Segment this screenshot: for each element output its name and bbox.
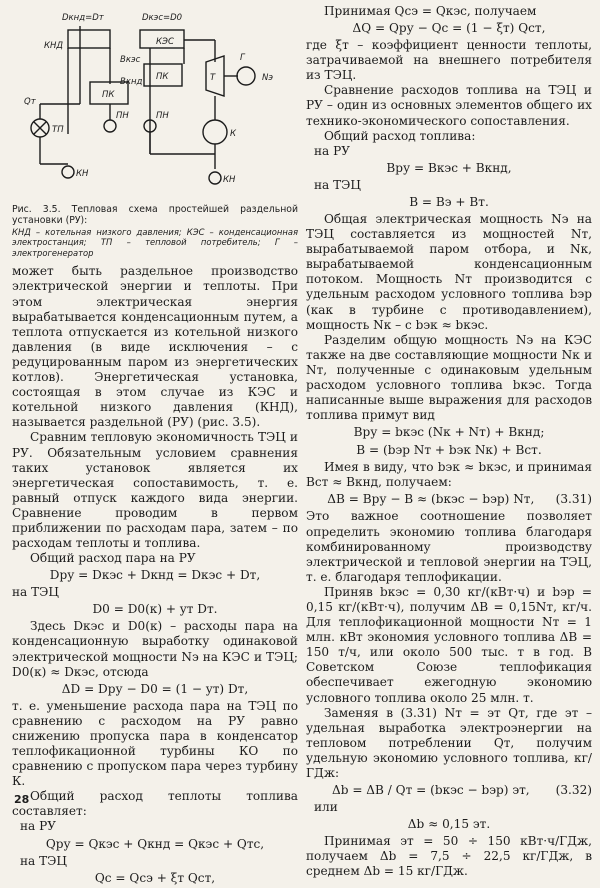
paragraph: Здесь Dкэс и D0(к) – расходы пара на конденсационную выработку одинаковой электрической мощности Nэ на КЭС и ТЭЦ; D0(к) ≈ Dкэс, отсюда xyxy=(12,619,298,679)
svg-text:КН: КН xyxy=(223,175,236,185)
paragraph: Сравнение расходов топлива на ТЭЦ и РУ – один из основных элементов общего их технико-экономического сопоставления. xyxy=(306,83,592,128)
svg-text:ПН: ПН xyxy=(116,111,129,121)
svg-text:Nэ: Nэ xyxy=(262,73,274,83)
svg-text:Т: Т xyxy=(210,73,216,83)
equation: Bру = bкэс (Nк + Nт) + Bкнд; xyxy=(353,425,545,440)
svg-text:Bкнд: Bкнд xyxy=(120,77,143,87)
svg-text:Qт: Qт xyxy=(24,97,36,107)
paragraph: Принимая Qсэ = Qкэс, получаем xyxy=(324,4,537,18)
numbered-equation xyxy=(306,782,592,799)
equation-number: (3.31) xyxy=(555,492,592,507)
paragraph: Принимая эт = 50 ÷ 150 кВт·ч/ГДж, получаем Δb = 7,5 ÷ 22,5 кг/ГДж, в среднем Δb = 15 кг/ГДж. xyxy=(306,834,592,879)
paragraph: Сравним тепловую экономичность ТЭЦ и РУ. Обязательным условием сравнения таких установок является их энергетическая сопоставимость, т. е. равный отпуск каждого вида энергии. Сравнение проводим в первом приближении по расходам пара, затем – по расходам теплоты и топлива. xyxy=(12,430,298,551)
equation-number: (3.32) xyxy=(555,783,592,798)
equation: Bру = Bкэс + Bкнд, xyxy=(386,160,512,175)
paragraph: Приняв bкэс = 0,30 кг/(кВт·ч) и bэр = 0,15 кг/(кВт·ч), получим ΔB = 0,15Nт, кг/ч. Для теплофикационной мощности Nт = 1 млн. кВт экономия условного топлива ΔB = 150 т/ч, или около 500 тыс. т в год. В Советском Союзе теплофикация обеспечивает ежегодную экономию условного топлива около 25 млн. т. xyxy=(306,584,592,705)
equation: Qру = Qкэс + Qкнд = Qкэс + Qтс, xyxy=(45,836,265,851)
equation: Dру = Dкэс + Dкнд = Dкэс + Dт, xyxy=(49,568,261,583)
paragraph: Общая электрическая мощность Nэ на ТЭЦ составляется из мощностей Nт, вырабатываемой паром отбора, и Nк, вырабатываемой конденсационным потоком. Мощность Nт производится с удельным расходом условного топлива bэр (как в турбине с противодавлением), мощность Nк – с bэк ≈ bкэс. xyxy=(306,211,592,332)
equation: B = Bэ + Bт. xyxy=(409,194,489,209)
svg-text:КН: КН xyxy=(76,169,89,179)
equation: Δb = ΔB / Qт = (bкэс − bэр) эт, xyxy=(332,783,530,798)
paragraph: на ТЭЦ xyxy=(20,853,67,868)
figure-caption: Рис. 3.5. Тепловая схема простейшей раздельной установки (РУ): xyxy=(12,204,298,227)
svg-text:ПК: ПК xyxy=(156,72,169,82)
svg-text:КЭС: КЭС xyxy=(156,37,174,47)
svg-text:Dкнд=Dт: Dкнд=Dт xyxy=(62,13,104,23)
svg-text:Bкэс: Bкэс xyxy=(120,55,141,65)
page-number: 28 xyxy=(14,793,30,806)
paragraph: Это важное соотношение позволяет определить экономию топлива благодаря комбинированному производству электрической и тепловой энергии на ТЭЦ, т. е. благодаря теплофикации. xyxy=(306,509,592,584)
svg-text:Г: Г xyxy=(240,53,245,63)
paragraph: Общий расход пара на РУ xyxy=(30,551,196,566)
paragraph: на ТЭЦ xyxy=(314,177,361,192)
equation: ΔD = Dру − D0 = (1 − yт) Dт, xyxy=(61,681,249,696)
numbered-equation xyxy=(306,491,592,508)
paragraph: Общий расход топлива: xyxy=(324,128,476,143)
svg-text:Dкэс=D0: Dкэс=D0 xyxy=(142,13,183,23)
svg-text:К: К xyxy=(230,129,237,139)
right-column xyxy=(306,0,592,880)
svg-text:ПК: ПК xyxy=(102,90,115,100)
paragraph: Общий расход теплоты топлива составляет: xyxy=(12,789,298,819)
svg-text:ТП: ТП xyxy=(52,125,64,135)
equation: Qс = Qсэ + ξт Qст, xyxy=(94,870,216,885)
paragraph: может быть раздельное производство электрической энергии и теплоты. При этом электрическая энергия вырабатывается конденсационным путем, а теплота отпускается из котельной низкого давления (в виде исключения – с редуцированным паром из энергетических котлов). Энергетическая установка, состоящая в этом случае из КЭС и котельной низкого давления (КНД), называется раздельной (РУ) (рис. 3.5). xyxy=(12,264,298,430)
paragraph: Заменяя в (3.31) Nт = эт Qт, где эт – удельная выработка электроэнергии на тепловом потреблении Qт, получим удельную экономию условного топлива, кг/ГДж: xyxy=(306,705,592,781)
svg-text:КНД: КНД xyxy=(44,41,64,51)
equation: ΔB = Bру − B ≈ (bкэс − bэр) Nт, xyxy=(327,492,535,507)
paragraph: на ТЭЦ xyxy=(12,585,59,600)
paragraph: Имея в виду, что bэк ≈ bкэс, и принимая Bст ≈ Bкнд, получаем: xyxy=(306,460,592,490)
svg-text:ПН: ПН xyxy=(156,111,169,121)
equation: Δb ≈ 0,15 эт. xyxy=(407,817,491,832)
paragraph: Разделим общую мощность Nэ на КЭС также на две составляющие мощности Nк и Nт, полученные с одинаковым удельным расходом условного топлива bкэс. Тогда написанные выше выражения для расходов топлива примут вид xyxy=(306,332,592,423)
paragraph: на РУ xyxy=(314,143,350,158)
equation: ΔQ = Qру − Qс = (1 − ξт) Qст, xyxy=(352,21,546,36)
paragraph: т. е. уменьшение расхода пара на ТЭЦ по сравнению с расходом на РУ равно снижению пропуска пара в конденсатор теплофикационной турбины КО по сравнению с пропуском пара через турбину К. xyxy=(12,698,298,789)
paragraph: где ξт – коэффициент ценности теплоты, затрачиваемой на внешнего потребителя из ТЭЦ. xyxy=(306,38,592,83)
equation: B = (bэр Nт + bэк Nк) + Bст. xyxy=(356,443,542,458)
figure-legend: КНД – котельная низкого давления; КЭС – конденсационная электростанция; ТП – тепловой потребитель; Г – электрогенератор xyxy=(12,226,298,258)
paragraph: на РУ xyxy=(20,819,56,834)
left-column xyxy=(12,0,298,888)
paragraph: или xyxy=(314,800,338,815)
equation: D0 = D0(к) + yт Dт. xyxy=(92,602,218,617)
